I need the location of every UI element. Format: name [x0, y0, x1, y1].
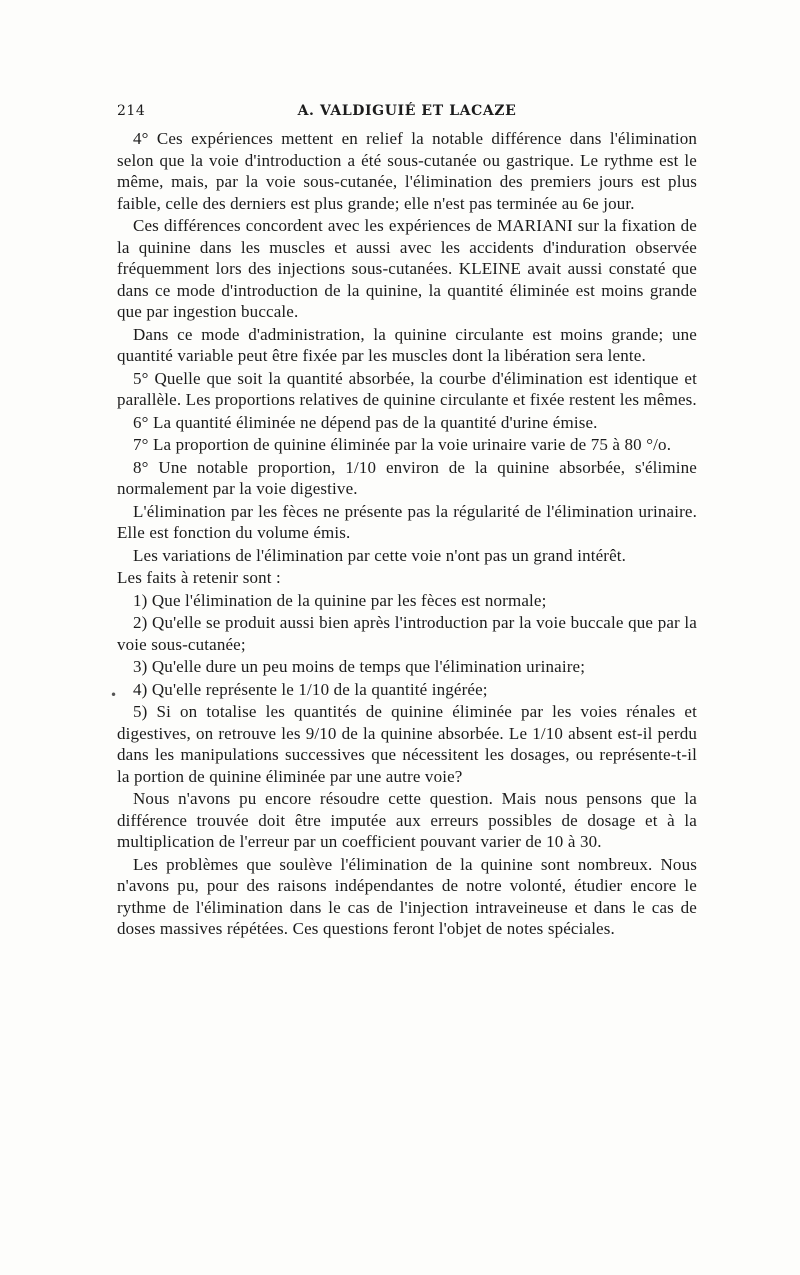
- paragraph-question: Nous n'avons pu encore résoudre cette question. Mais nous pensons que la différence trouvée doit être imputée aux erreurs possibles de dosage et à la multiplication de l'erreur par un coefficient pouvant varier de 10 à 30.: [117, 789, 697, 851]
- retain-item-1: 1) Que l'élimination de la quinine par les fèces est normale;: [133, 590, 547, 610]
- paragraph-conclusion-6: 6° La quantité éliminée ne dépend pas de la quantité d'urine émise.: [133, 412, 598, 432]
- paragraph-problems: Les problèmes que soulève l'élimination de la quinine sont nombreux. Nous n'avons pu, pour des raisons indépendantes de notre volonté, étudier encore le rythme de l'élimination dans le cas de l'injection intraveineuse et dans le cas de doses massives répétées. Ces questions feront l'objet de notes spéciales.: [117, 854, 697, 938]
- paragraph-administration: Dans ce mode d'administration, la quinine circulante est moins grande; une quantité variable peut être fixée par les muscles dont la libération sera lente.: [117, 324, 697, 365]
- page-number: 214: [117, 103, 146, 119]
- retain-item-4: 4) Qu'elle représente le 1/10 de la quantité ingérée;: [133, 679, 488, 699]
- retain-item-2: 2) Qu'elle se produit aussi bien après l'introduction par la voie buccale que par la voie sous-cutanée;: [117, 613, 697, 654]
- paragraph-conclusion-5: 5° Quelle que soit la quantité absorbée, la courbe d'élimination est identique et parallèle. Les proportions relatives de quinine circulante et fixée restent les mêmes.: [117, 368, 697, 409]
- paragraph-variations: Les variations de l'élimination par cette voie n'ont pas un grand intérêt.: [133, 545, 627, 565]
- running-title: A. VALDIGUIÉ ET LACAZE: [297, 103, 517, 119]
- body-text: [117, 128, 697, 941]
- paragraph-conclusion-7: 7° La proportion de quinine éliminée par la voie urinaire varie de 75 à 80 °/o.: [133, 435, 672, 454]
- retain-item-5: 5) Si on totalise les quantités de quinine éliminée par les voies rénales et digestives, on retrouve les 9/10 de la quinine absorbée. Le 1/10 absent est-il perdu dans les manipulations successives que nécessitent les dosages, ou représente-t-il la portion de quinine éliminée par une autre voie?: [117, 702, 697, 786]
- paragraph-conclusion-4: 4° Ces expériences mettent en relief la notable différence dans l'élimination selon que la voie d'introduction a été sous-cutanée ou gastrique. Le rythme est le même, mais, par la voie sous-cutanée, l'élimination des premiers jours est plus faible, celle des derniers est plus grande; elle n'est pas terminée au 6e jour.: [117, 129, 697, 213]
- retain-intro: Les faits à retenir sont :: [117, 568, 281, 587]
- retain-item-3: 3) Qu'elle dure un peu moins de temps que l'élimination urinaire;: [133, 657, 586, 676]
- margin-dot: •: [110, 688, 118, 702]
- paragraph-feces: L'élimination par les fèces ne présente pas la régularité de l'élimination urinaire. Elle est fonction du volume émis.: [117, 501, 697, 542]
- running-head: [117, 103, 697, 125]
- paragraph-mariani-kleine: Ces différences concordent avec les expériences de MARIANI sur la fixation de la quinine dans les muscles et aussi avec les accidents d'induration observée fréquemment lors des injections sous-cutanées. KLEINE avait aussi constaté que dans ce mode d'introduction de la quinine, la quantité éliminée est moins grande que par ingestion buccale.: [117, 216, 697, 321]
- paragraph-conclusion-8: 8° Une notable proportion, 1/10 environ de la quinine absorbée, s'élimine normalement par la voie digestive.: [117, 457, 697, 498]
